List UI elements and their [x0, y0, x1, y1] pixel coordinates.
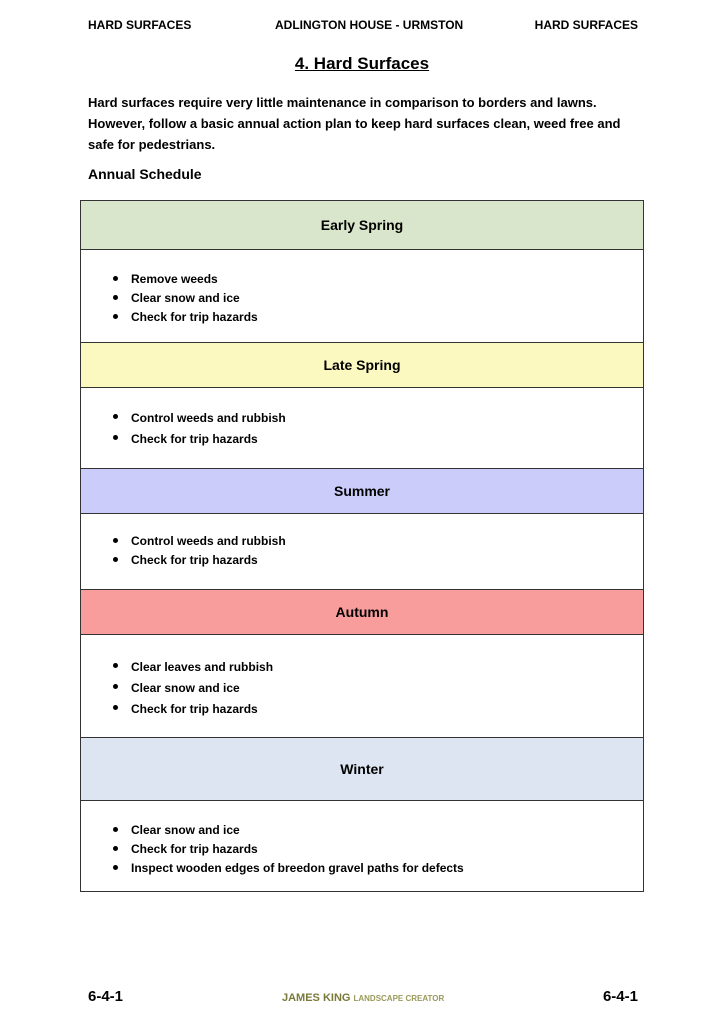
- task-bullet-list: [109, 532, 286, 570]
- task-item: Control weeds and rubbish: [109, 532, 286, 551]
- season-task-list: [81, 388, 643, 469]
- task-bullet-list: [109, 821, 464, 878]
- intro-paragraph: Hard surfaces require very little maintenance in comparison to borders and lawns. However, follow a basic annual action plan to keep hard surfaces clean, weed free and safe for pedestrians.: [88, 95, 621, 152]
- annual-schedule-table: [80, 200, 644, 892]
- header-center: ADLINGTON HOUSE - URMSTON: [275, 18, 464, 32]
- season-heading: Summer: [81, 469, 643, 514]
- task-item: Clear snow and ice: [109, 289, 258, 308]
- season-heading: Late Spring: [81, 343, 643, 388]
- task-item: Inspect wooden edges of breedon gravel paths for defects: [109, 859, 464, 878]
- footer-brand-name: JAMES KING: [282, 992, 351, 1004]
- task-item: Check for trip hazards: [109, 699, 273, 720]
- task-bullet-list: [109, 657, 273, 720]
- task-item: Clear snow and ice: [109, 678, 273, 699]
- task-bullet-list: [109, 408, 286, 450]
- task-item: Control weeds and rubbish: [109, 408, 286, 429]
- section-heading: Annual Schedule: [88, 166, 202, 182]
- footer-brand: [282, 992, 444, 1004]
- footer-page-number-left: 6-4-1: [88, 988, 124, 1005]
- season-heading: Early Spring: [81, 201, 643, 250]
- task-item: Check for trip hazards: [109, 840, 464, 859]
- season-task-list: [81, 250, 643, 343]
- season-heading: Winter: [81, 738, 643, 801]
- season-task-list: [81, 514, 643, 590]
- task-item: Clear leaves and rubbish: [109, 657, 273, 678]
- season-heading: Autumn: [81, 590, 643, 635]
- season-task-list: [81, 801, 643, 891]
- footer-page-number-right: 6-4-1: [602, 988, 638, 1005]
- task-item: Clear snow and ice: [109, 821, 464, 840]
- header-right: HARD SURFACES: [534, 18, 638, 32]
- task-item: Check for trip hazards: [109, 551, 286, 570]
- season-task-list: [81, 635, 643, 738]
- task-item: Check for trip hazards: [109, 308, 258, 327]
- task-item: Check for trip hazards: [109, 429, 286, 450]
- task-item: Remove weeds: [109, 270, 258, 289]
- page-title: 4. Hard Surfaces: [294, 54, 430, 73]
- task-bullet-list: [109, 270, 258, 327]
- footer-brand-subtitle: LANDSCAPE CREATOR: [353, 994, 445, 1003]
- header-left: HARD SURFACES: [88, 18, 192, 32]
